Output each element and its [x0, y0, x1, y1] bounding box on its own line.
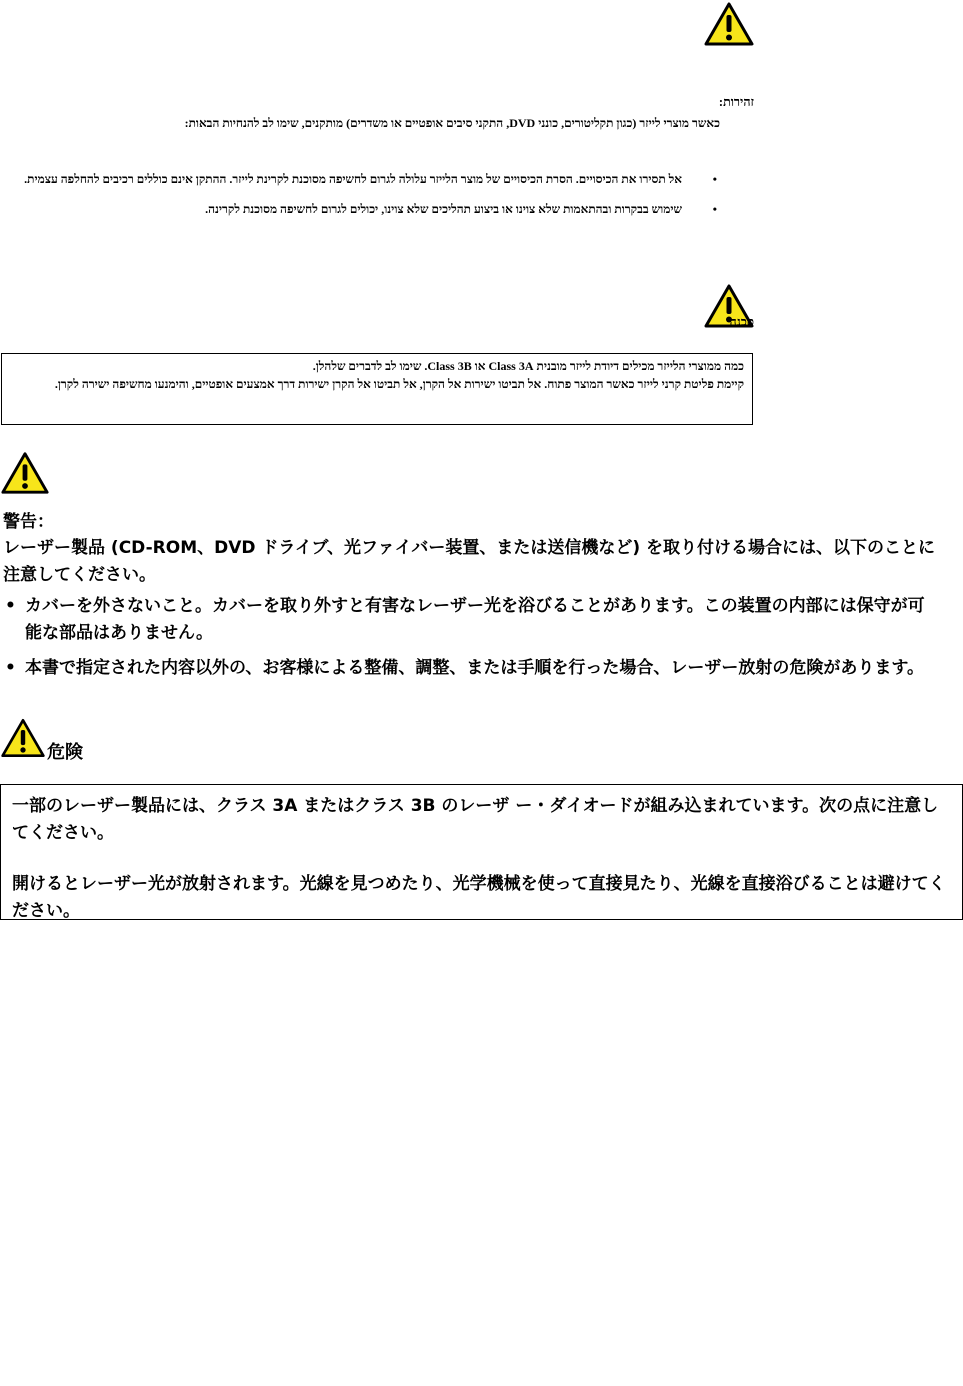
hebrew-intro-text: כאשר מוצרי לייזר (כגון תקליטורים, כונני DVD, התקני סיבים אופטיים או משדרים) מותקנים, שימו לב להנחיות הבאות:: [184, 116, 720, 130]
bullet-icon: •: [5, 596, 16, 616]
warning-triangle-icon: [0, 716, 46, 760]
hebrew-danger-box: [1, 353, 753, 425]
japanese-bullet-text: 本書で指定された内容以外の、お客様による整備、調整、または手順を行った場合、レーザー放射の危険があります。: [25, 658, 924, 678]
bullet-icon: •: [712, 172, 717, 186]
bullet-icon: •: [5, 658, 16, 678]
hebrew-bullet-text: אל תסירו את הכיסויים. הסרת הכיסויים של מוצר הלייזר עלולה לגרום לחשיפה מסוכנת לקרינת לייזר. ההתקן אינם כוללים רכיבים להחלפה עצמית.: [24, 172, 682, 186]
warning-triangle-icon: [703, 0, 755, 48]
list-item: [0, 170, 722, 188]
japanese-danger-paragraph: 一部のレーザー製品には、クラス 3A またはクラス 3B のレーザ ー・ダイオードが組み込まれています。次の点に注意してください。: [12, 796, 939, 843]
list-item: [3, 593, 938, 647]
japanese-caution-list: [3, 593, 938, 690]
hebrew-danger-line: קיימת פליטת קרני לייזר כאשר המוצר פתוח. אל תביטו ישירות אל הקרן, אל תביטו אל הקרן ישירות דרך אמצעים אופטיים, והימנעו מחשיפה ישירה לקרן.: [54, 377, 744, 391]
japanese-bullet-text: カバーを外さないこと。カバーを取り外すと有害なレーザー光を浴びることがあります。この装置の内部には保守が可能な部品はありません。: [25, 596, 925, 643]
hebrew-bullet-text: שימוש בבקרות ובהתאמות שלא צוינו או ביצוע תהליכים שלא צוינו, יכולים לגרום לחשיפה מסוכנת לקרינה.: [205, 202, 682, 216]
japanese-danger-box: [0, 784, 963, 920]
list-item: [0, 200, 722, 218]
bullet-icon: •: [712, 202, 717, 216]
japanese-danger-label: 危険: [47, 742, 83, 763]
japanese-caution-label: 警告：: [3, 512, 54, 532]
list-item: [3, 655, 938, 682]
hebrew-caution-label: זהירות:: [718, 95, 754, 109]
warning-triangle-icon: [0, 449, 50, 497]
hebrew-danger-line: כמה ממוצרי הלייזר מכילים דיודת לייזר מובנית Class 3A או Class 3B. שימו לב לדברים שלהלן.: [312, 359, 744, 373]
japanese-intro-text: レーザー製品 (CD-ROM、DVD ドライブ、光ファイバー装置、または送信機など) を取り付ける場合には、以下のことに注意してください。: [3, 538, 936, 585]
hebrew-danger-label: סכנה: [729, 315, 754, 329]
japanese-danger-paragraph: 開けるとレーザー光が放射されます。光線を見つめたり、光学機械を使って直接見たり、光線を直接浴びることは避けてください。: [12, 874, 946, 921]
hebrew-caution-list: [0, 170, 722, 218]
